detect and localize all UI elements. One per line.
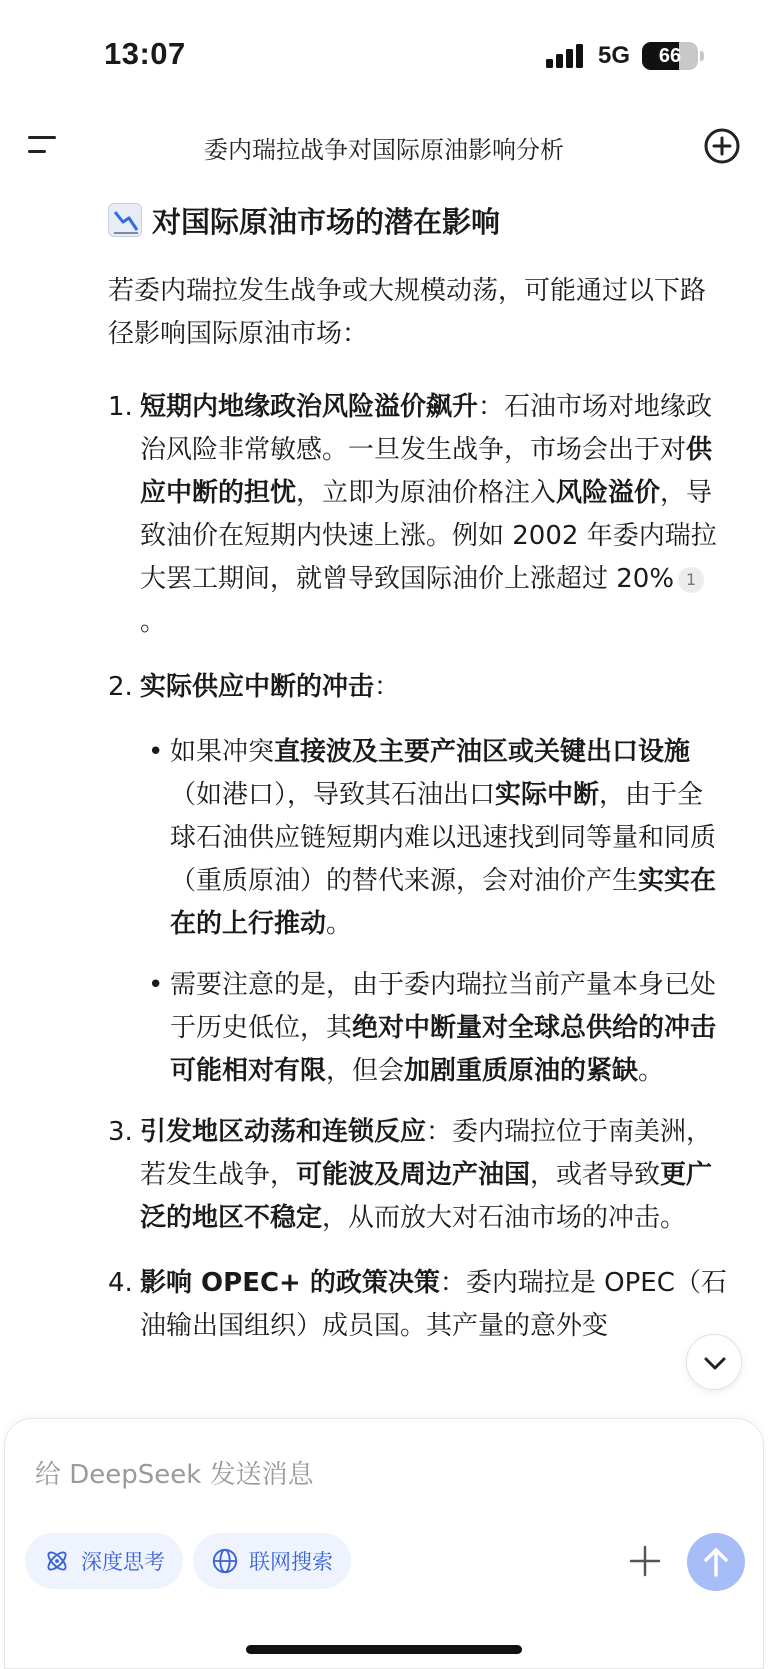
web-search-label: 联网搜索 — [249, 1550, 333, 1574]
plus-icon[interactable] — [625, 1541, 665, 1581]
item-text: 。 — [638, 1056, 665, 1086]
item-text: （如港口），导致其石油出口 — [170, 780, 496, 810]
intro-paragraph: 若委内瑞拉发生战争或大规模动荡，可能通过以下路径影响国际原油市场： — [108, 276, 707, 349]
chat-title: 委内瑞拉战争对国际原油影响分析 — [204, 136, 564, 164]
section-title-text: 对国际原油市场的潜在影响 — [152, 204, 501, 239]
section-heading — [108, 190, 728, 250]
status-time: 13:07 — [104, 36, 186, 71]
plus-circle-icon[interactable] — [702, 126, 742, 166]
citation-badge[interactable]: 1 — [678, 567, 704, 593]
item-bold: 绝对中断量对全球总供给的冲击可能相对有限 — [170, 1013, 717, 1086]
item-text: ：委内瑞拉是 OPEC（石油输出国组织）成员国。其产量的意外变 — [140, 1268, 727, 1341]
item-bold: 更广泛的地区不稳定 — [140, 1160, 713, 1233]
list-number: 2. — [108, 672, 133, 702]
battery-level: 66 — [658, 45, 682, 67]
item-bold: 风险溢价 — [556, 478, 661, 508]
item-text: ，但会 — [326, 1056, 405, 1086]
deep-think-button[interactable] — [25, 1533, 183, 1589]
hamburger-icon — [28, 136, 56, 139]
deep-think-label: 深度思考 — [81, 1550, 165, 1574]
list-number: 3. — [108, 1117, 133, 1147]
item-text: ，从而放大对石油市场的冲击。 — [322, 1203, 687, 1233]
send-button[interactable] — [687, 1533, 745, 1591]
item-heading: 引发地区动荡和连锁反应 — [140, 1117, 427, 1147]
globe-icon — [211, 1547, 239, 1575]
scroll-to-bottom-button[interactable] — [686, 1334, 742, 1390]
message-input[interactable] — [35, 1455, 595, 1495]
chevron-down-icon — [687, 1335, 743, 1391]
battery-cap — [700, 51, 704, 61]
battery-icon — [642, 42, 698, 70]
list-item — [108, 1262, 728, 1348]
home-indicator[interactable] — [246, 1645, 522, 1654]
list-item — [108, 386, 728, 644]
item-text: ：委内瑞拉位于南美洲，若发生战争， — [140, 1117, 713, 1190]
item-text: ：石油市场对地缘政治风险非常敏感。一旦发生战争，市场会出于对 — [140, 392, 713, 465]
item-bold: 可能波及周边产油国 — [296, 1160, 531, 1190]
list-item — [108, 1111, 728, 1240]
hamburger-icon-bar — [28, 150, 46, 153]
chat-header — [0, 118, 768, 174]
bullet: • — [148, 970, 164, 1000]
assistant-message — [108, 190, 728, 1420]
list-number: 4. — [108, 1268, 133, 1298]
item-bold: 实实在在的上行推动 — [170, 866, 717, 939]
chart-decreasing-icon — [108, 203, 142, 237]
status-bar — [0, 0, 768, 112]
item-bold: 加剧重质原油的紧缺 — [404, 1056, 639, 1086]
item-heading: 短期内地缘政治风险溢价飙升 — [140, 392, 479, 422]
item-heading: 实际供应中断的冲击 — [140, 672, 375, 702]
arrow-up-icon — [687, 1533, 745, 1591]
network-type: 5G — [598, 42, 631, 69]
web-search-button[interactable] — [193, 1533, 351, 1589]
item-bold: 直接波及主要产油区或关键出口设施 — [274, 737, 691, 767]
item-text: ，导致油价在短期内快速上涨。例如 2002 年委内瑞拉大罢工期间，就曾导致国际油价上涨超过 20% — [140, 478, 717, 594]
item-text: ，或者导致 — [530, 1160, 661, 1190]
item-text: 。 — [140, 607, 167, 637]
sub-list-item — [108, 731, 728, 946]
item-text: ： — [374, 672, 401, 702]
item-bold: 供应中断的担忧 — [140, 435, 713, 508]
item-bold: 实际中断 — [495, 780, 600, 810]
atom-icon — [43, 1547, 71, 1575]
bullet: • — [148, 737, 164, 767]
list-number: 1. — [108, 392, 133, 422]
message-composer — [4, 1418, 764, 1669]
item-text: ，立即为原油价格注入 — [296, 478, 557, 508]
impact-list — [108, 386, 728, 1348]
item-text: ，由于全球石油供应链短期内难以迅速找到同等量和同质（重质原油）的替代来源，会对油价产生 — [170, 780, 717, 896]
item-heading: 影响 OPEC+ 的政策决策 — [140, 1268, 440, 1298]
item-text: 如果冲突 — [170, 737, 275, 767]
signal-icon — [546, 44, 586, 68]
item-text: 需要注意的是，由于委内瑞拉当前产量本身已处于历史低位，其 — [170, 970, 717, 1043]
list-item — [108, 666, 728, 709]
sub-list-item — [108, 964, 728, 1093]
menu-button[interactable] — [28, 132, 62, 158]
item-text: 。 — [326, 909, 353, 939]
